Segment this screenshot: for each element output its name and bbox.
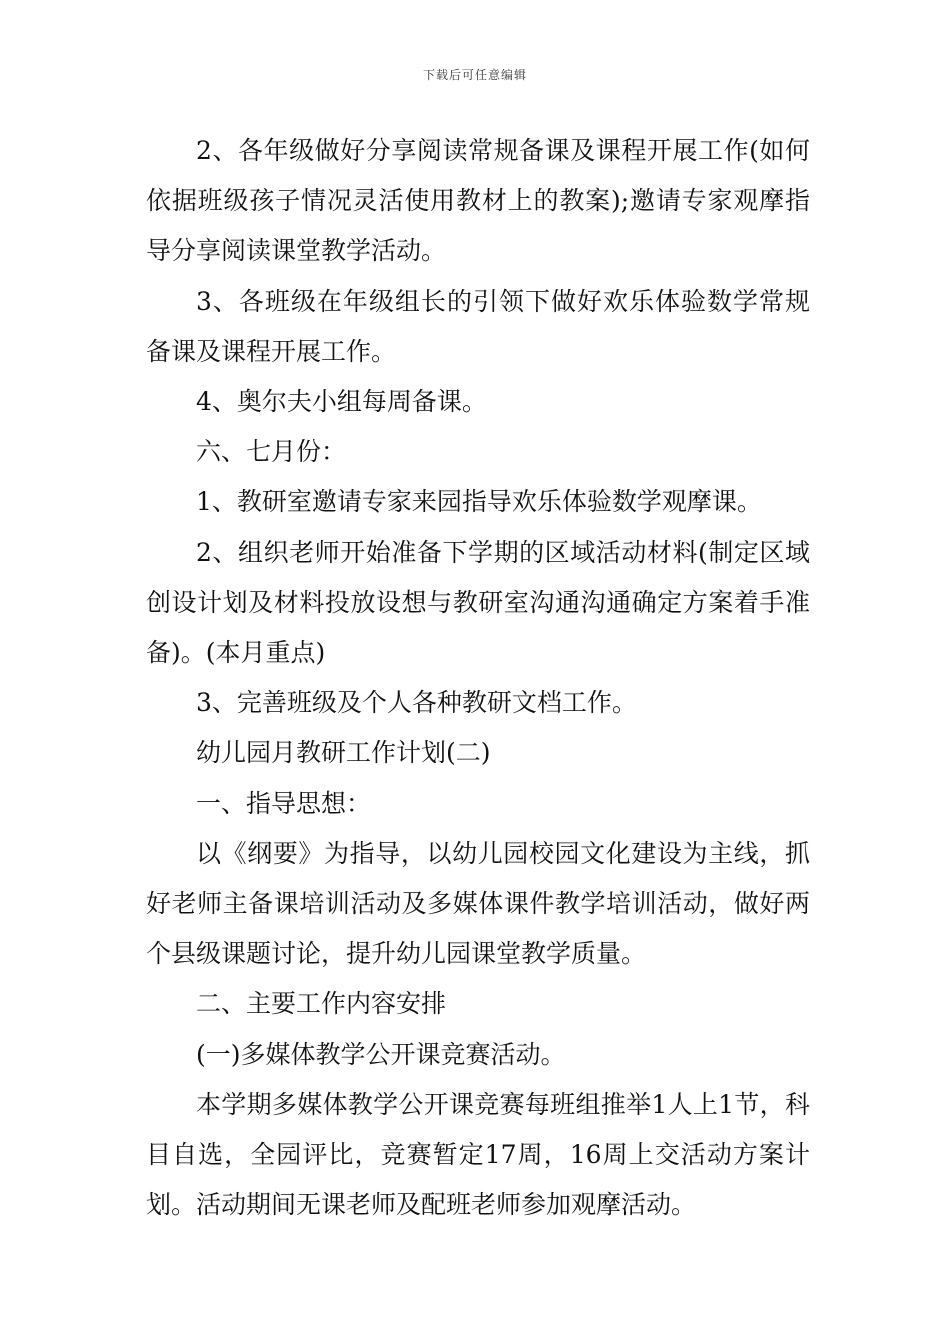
paragraph: 以《纲要》为指导，以幼儿园校园文化建设为主线，抓好老师主备课培训活动及多媒体课件教学培训活动，做好两个县级课题讨论，提升幼儿园课堂教学质量。 xyxy=(146,838,810,969)
section-heading: 一、指导思想： xyxy=(196,788,372,818)
paragraph: 3、完善班级及个人各种教研文档工作。 xyxy=(196,688,637,718)
paragraph: 1、教研室邀请专家来园指导欢乐体验数学观摩课。 xyxy=(196,487,762,517)
paragraph: 4、奥尔夫小组每周备课。 xyxy=(196,387,487,417)
subsection-heading: (一)多媒体教学公开课竞赛活动。 xyxy=(196,1039,566,1069)
paragraph: 2、组织老师开始准备下学期的区域活动材料(制定区域创设计划及材料投放设想与教研室沟通沟通确定方案着手准备)。(本月重点) xyxy=(146,537,810,668)
section-heading: 六、七月份： xyxy=(196,437,347,467)
paragraph: 3、各班级在年级组长的引领下做好欢乐体验数学常规备课及课程开展工作。 xyxy=(146,286,810,366)
header-note: 下载后可任意编辑 xyxy=(422,68,527,82)
document-body xyxy=(146,126,810,1230)
paragraph: 本学期多媒体教学公开课竞赛每班组推举1人上1节，科目自选，全园评比，竞赛暂定17周，16周上交活动方案计划。活动期间无课老师及配班老师参加观摩活动。 xyxy=(146,1089,810,1220)
paragraph: 2、各年级做好分享阅读常规备课及课程开展工作(如何依据班级孩子情况灵活使用教材上的教案);邀请专家观摩指导分享阅读课堂教学活动。 xyxy=(146,136,810,266)
section-heading: 二、主要工作内容安排 xyxy=(196,989,447,1019)
document-title: 幼儿园月教研工作计划(二) xyxy=(196,738,491,768)
